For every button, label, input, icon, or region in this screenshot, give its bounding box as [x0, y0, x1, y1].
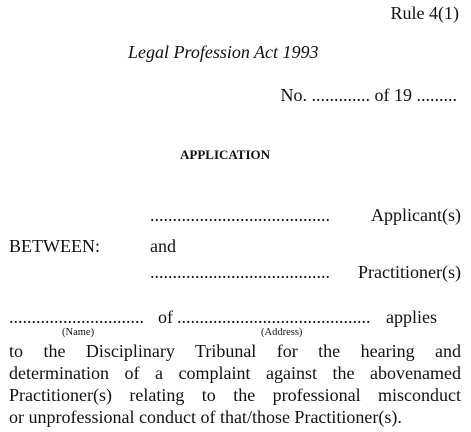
address-caption: (Address) [261, 327, 303, 338]
application-body-text [9, 340, 461, 428]
application-number-line: No. ............. of 19 ......... [280, 85, 457, 105]
name-caption: (Name) [62, 327, 95, 338]
name-blank: .............................. [9, 307, 144, 327]
applies-label: applies [386, 307, 437, 327]
act-title: Legal Profession Act 1993 [128, 42, 319, 62]
rule-reference: Rule 4(1) [390, 3, 459, 23]
of-label: of [158, 307, 173, 327]
form-heading: APPLICATION [180, 147, 271, 162]
practitioner-label: Practitioner(s) [358, 262, 461, 282]
between-label: BETWEEN: [9, 236, 100, 256]
body-line: determination of a complaint against the abovenamed [9, 363, 461, 383]
body-line: Practitioner(s) relating to the professional misconduct [9, 385, 461, 405]
and-label: and [150, 236, 176, 256]
body-line: to the Disciplinary Tribunal for the hearing and [9, 341, 461, 361]
practitioner-blank: ........................................ [150, 262, 330, 282]
applicant-label: Applicant(s) [371, 205, 461, 225]
address-blank: ........................................... [177, 307, 371, 327]
body-line: or unprofessional conduct of that/those Practitioner(s). [9, 407, 402, 427]
applicant-blank: ........................................ [150, 205, 330, 225]
